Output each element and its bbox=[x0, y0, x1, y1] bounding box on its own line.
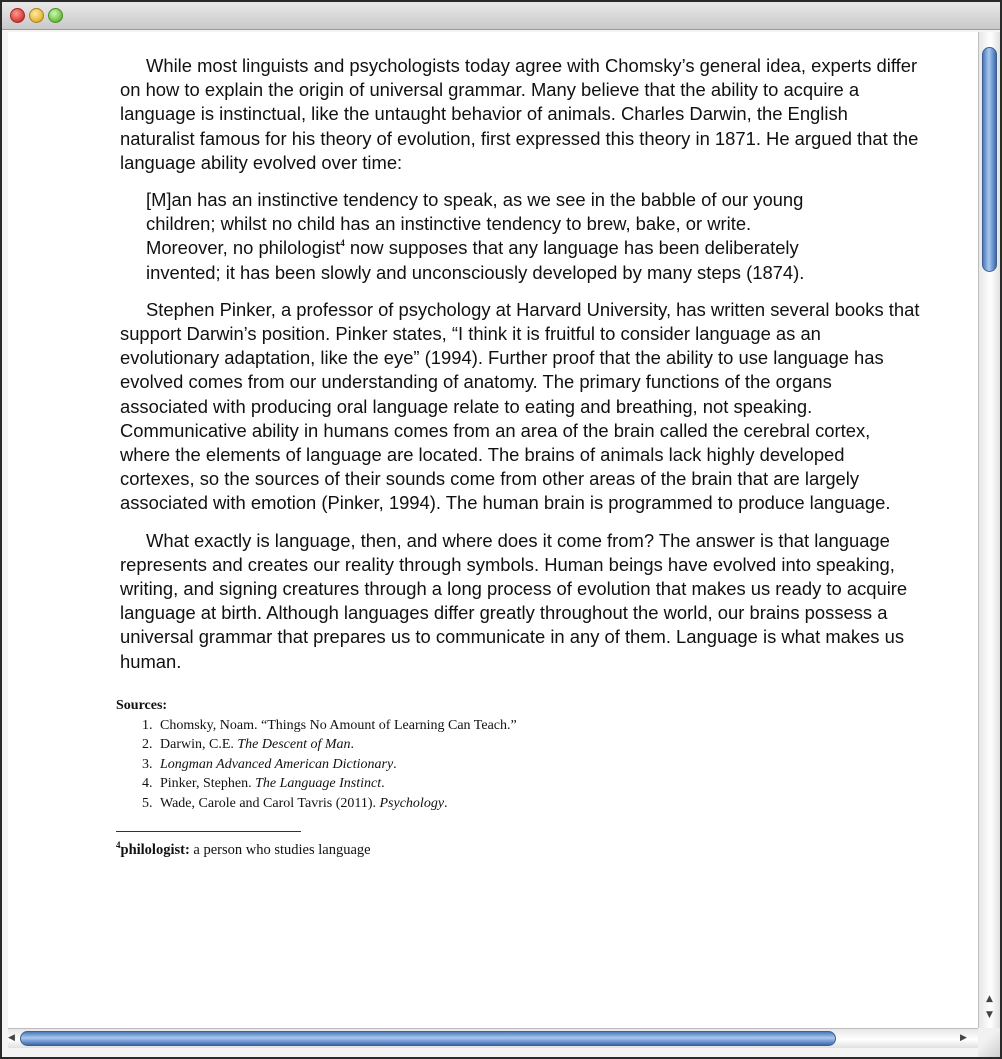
block-quote bbox=[146, 188, 836, 285]
source-punct: . bbox=[393, 756, 397, 772]
horizontal-scroll-thumb[interactable] bbox=[20, 1031, 836, 1046]
source-number: 1. bbox=[142, 717, 153, 733]
source-title: Longman Advanced American Dictionary bbox=[160, 756, 394, 772]
document-body bbox=[116, 54, 920, 860]
resize-grip[interactable] bbox=[978, 1028, 1000, 1057]
source-text: Wade, Carole and Carol Tavris (2011). bbox=[160, 795, 380, 811]
sources-heading: Sources: bbox=[116, 697, 168, 713]
source-item bbox=[142, 774, 920, 794]
source-title: Psychology bbox=[379, 795, 445, 811]
vertical-scroll-thumb[interactable] bbox=[982, 47, 997, 272]
footnote-term: philologist: bbox=[120, 842, 190, 859]
source-item bbox=[142, 735, 920, 755]
source-title: The Language Instinct bbox=[255, 776, 382, 792]
title-bar[interactable] bbox=[2, 2, 1000, 30]
document-content bbox=[8, 32, 978, 1028]
source-item bbox=[142, 755, 920, 775]
source-number: 2. bbox=[142, 737, 153, 753]
sources-list bbox=[142, 716, 920, 814]
source-punct: . bbox=[381, 776, 385, 792]
footnote-divider bbox=[116, 831, 301, 832]
source-title: The Descent of Man bbox=[237, 737, 351, 753]
scroll-up-icon[interactable]: ▲ bbox=[986, 994, 993, 1004]
paragraph-3: What exactly is language, then, and where does it come from? The answer is that language represents and creates our reality through symbols. Human beings have evolved into speaking, writing, and signing creatures through a long process of evolution that makes us ready to acquire language at birth. Although languages differ greatly throughout the world, our brains possess a universal grammar that prepares us to communicate in any of them. Language is what makes us human. bbox=[120, 529, 908, 672]
minimize-icon[interactable] bbox=[29, 8, 44, 23]
vertical-scrollbar[interactable] bbox=[978, 32, 1000, 1028]
source-text: Pinker, Stephen. bbox=[160, 776, 256, 792]
paragraph-2: Stephen Pinker, a professor of psychology at Harvard University, has written several books that support Darwin’s position. Pinker states, “I think it is fruitful to consider language as an evolutionary adaptation, like the eye” (1994). Further proof that the ability to use language has evolved comes from our understanding of anatomy. The primary functions of the organs associated with producing oral language relate to eating and breathing, not speaking. Communicative ability in humans comes from an area of the brain called the cerebral cortex, where the elements of language are located. The brains of animals lack highly developed cortexes, so the sources of their sounds come from other areas of the brain that are largely associated with emotion (Pinker, 1994). The human brain is programmed to produce language. bbox=[120, 298, 920, 514]
zoom-icon[interactable] bbox=[48, 8, 63, 23]
source-number: 5. bbox=[142, 795, 153, 811]
source-text: Chomsky, Noam. “Things No Amount of Learning Can Teach.” bbox=[160, 717, 517, 733]
paragraph-1: While most linguists and psychologists today agree with Chomsky’s general idea, experts differ on how to explain the origin of universal grammar. Many believe that the ability to acquire a language is instinctual, like the untaught behavior of animals. Charles Darwin, the English naturalist famous for his theory of evolution, first expressed this theory in 1871. He argued that the language ability evolved over time: bbox=[120, 55, 919, 173]
source-punct: . bbox=[444, 795, 448, 811]
source-item bbox=[142, 716, 920, 736]
source-punct: . bbox=[350, 737, 355, 753]
close-icon[interactable] bbox=[10, 8, 25, 23]
scroll-left-icon[interactable]: ◀ bbox=[8, 1033, 15, 1043]
source-text: Darwin, C.E. bbox=[160, 737, 238, 753]
scroll-right-icon[interactable]: ▶ bbox=[960, 1033, 967, 1043]
footnote-marker: 4 bbox=[340, 238, 345, 249]
quote-text-end: now supposes that any language has been deliberately invented; it has been slowly and unconsciously developed by many steps (1874). bbox=[146, 237, 805, 283]
footnote bbox=[116, 840, 920, 860]
source-number: 3. bbox=[142, 756, 153, 772]
scroll-down-icon[interactable]: ▼ bbox=[986, 1010, 993, 1020]
source-number: 4. bbox=[142, 776, 153, 792]
sources-section bbox=[116, 696, 920, 861]
footnote-number: 4 bbox=[116, 840, 121, 851]
horizontal-scrollbar[interactable] bbox=[8, 1028, 978, 1048]
footnote-definition: a person who studies language bbox=[189, 842, 371, 859]
quote-text-start: [M]an has an instinctive tendency to speak, as we see in the babble of our young children; whilst no child has an instinctive tendency to brew, bake, or write. Moreover, no philologist bbox=[146, 189, 804, 259]
source-item bbox=[142, 794, 920, 814]
